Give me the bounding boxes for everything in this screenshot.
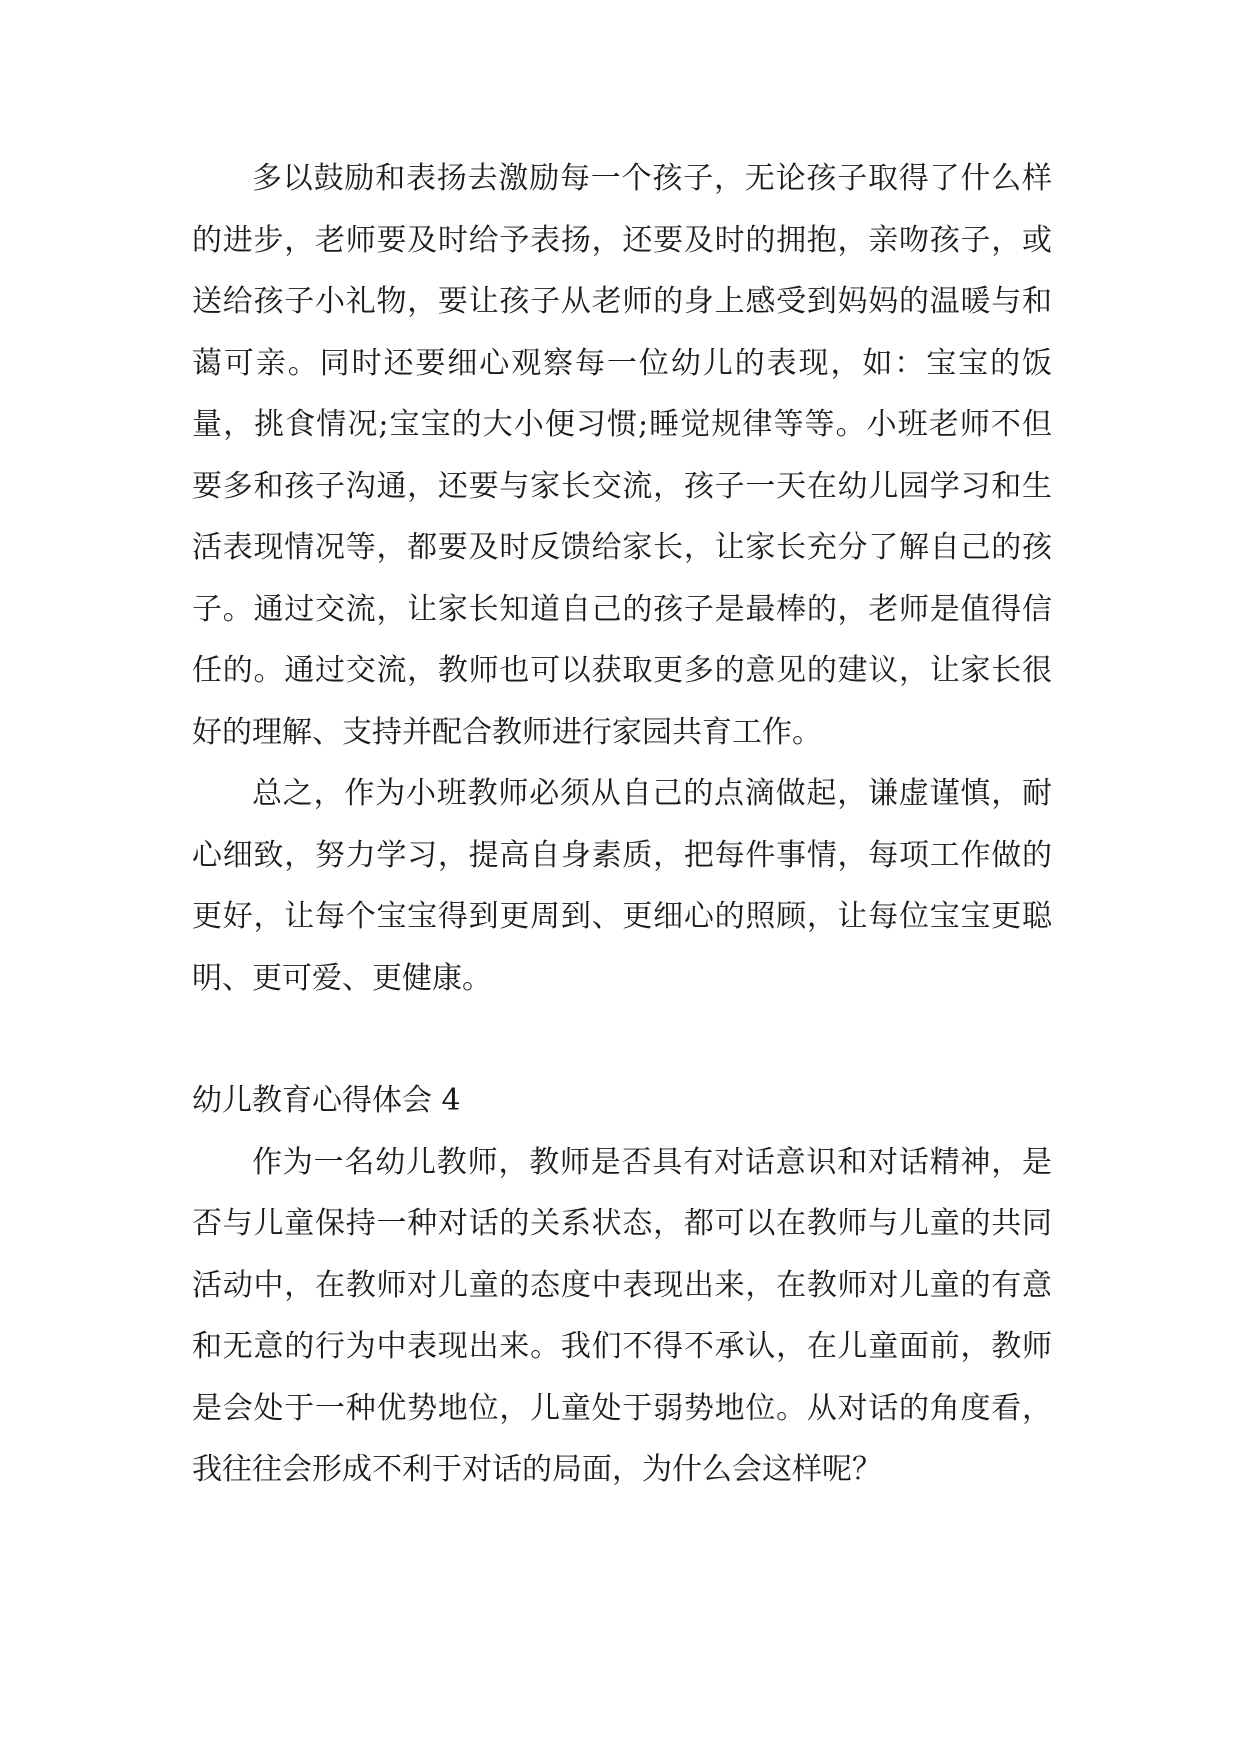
document-body [192, 148, 1052, 1501]
paragraph: 总之，作为小班教师必须从自己的点滴做起，谦虚谨慎，耐心细致，努力学习，提高自身素质，把每件事情，每项工作做的更好，让每个宝宝得到更周到、更细心的照顾，让每位宝宝更聪明、更可爱、更健康。 [192, 776, 1052, 996]
section-heading: 幼儿教育心得体会 4 [192, 1083, 461, 1118]
paragraph: 多以鼓励和表扬去激励每一个孩子，无论孩子取得了什么样的进步，老师要及时给予表扬，还要及时的拥抱，亲吻孩子，或送给孩子小礼物，要让孩子从老师的身上感受到妈妈的温暖与和蔼可亲。同时还要细心观察每一位幼儿的表现，如：宝宝的饭量，挑食情况;宝宝的大小便习惯;睡觉规律等等。小班老师不但要多和孩子沟通，还要与家长交流，孩子一天在幼儿园学习和生活表现情况等，都要及时反馈给家长，让家长充分了解自己的孩子。通过交流，让家长知道自己的孩子是最棒的，老师是值得信任的。通过交流，教师也可以获取更多的意见的建议，让家长很好的理解、支持并配合教师进行家园共育工作。 [192, 161, 1052, 750]
paragraph: 作为一名幼儿教师，教师是否具有对话意识和对话精神，是否与儿童保持一种对话的关系状态，都可以在教师与儿童的共同活动中，在教师对儿童的态度中表现出来，在教师对儿童的有意和无意的行为中表现出来。我们不得不承认，在儿童面前，教师是会处于一种优势地位，儿童处于弱势地位。从对话的角度看，我往往会形成不利于对话的局面，为什么会这样呢？ [192, 1144, 1052, 1487]
